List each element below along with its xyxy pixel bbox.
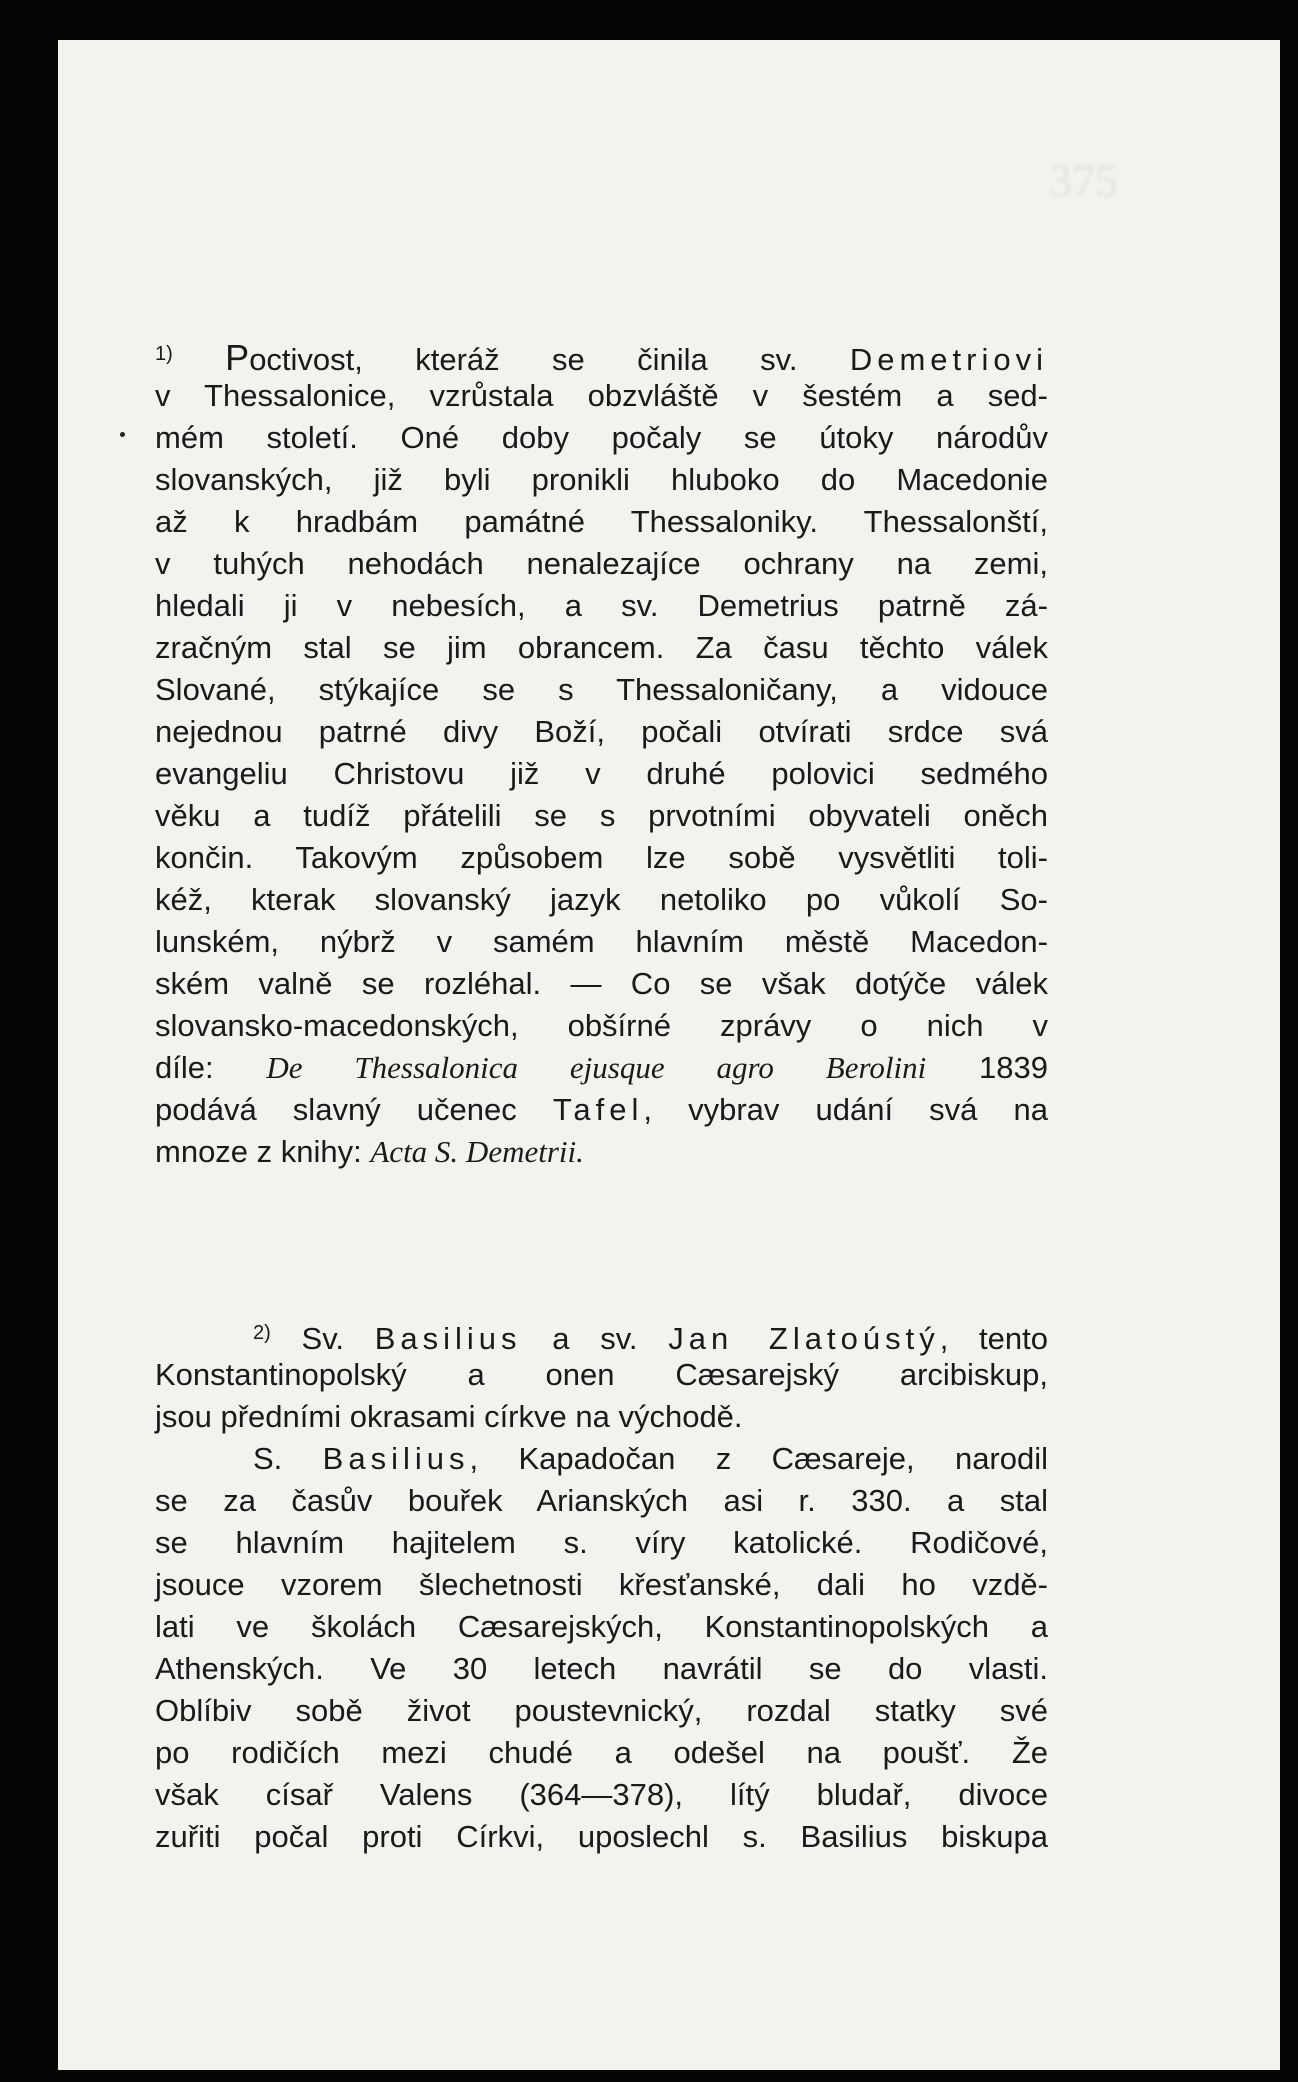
emphasized-name: Demetriovi (849, 342, 1048, 377)
text-line: díle: De Thessalonica ejusque agro Berolini 1839 (155, 1050, 1048, 1085)
bleed-through-text (188, 155, 1128, 206)
text-line: v tuhých nehodách nenalezajíce ochrany na zemi, (155, 546, 1048, 581)
text-line: kéž, kterak slovanský jazyk netoliko po vůkolí So- (155, 882, 1048, 917)
text-line: končin. Takovým způsobem lze sobě vysvětliti toli- (155, 840, 1048, 875)
book-page (58, 40, 1280, 2070)
text-line: S. Basilius, Kapadočan z Cæsareje, narodil (253, 1441, 1049, 1476)
text-line: zuřiti počal proti Církvi, uposlechl s. Basilius biskupa (155, 1819, 1048, 1854)
text-line: jsou předními okrasami církve na východě. (155, 1399, 743, 1434)
text-line: hledali ji v nebesích, a sv. Demetrius patrně zá- (155, 588, 1048, 623)
text-line: slovanských, již byli pronikli hluboko do Macedonie (155, 462, 1048, 497)
text-line: až k hradbám památné Thessaloniky. Thessalonští, (155, 504, 1048, 539)
footnote-1 (155, 333, 1048, 1173)
text-line: Oblíbiv sobě život poustevnický, rozdal statky své (155, 1693, 1048, 1728)
book-title: Acta S. Demetrii. (370, 1134, 584, 1169)
text-line: v Thessalonice, vzrůstala obzvláště v šestém a sed- (155, 378, 1048, 413)
text-line: se za časův bouřek Arianských asi r. 330. a stal (155, 1483, 1048, 1518)
emphasized-name: Tafel (552, 1092, 644, 1127)
margin-speck (120, 432, 125, 437)
text-line: $^{2)}$ Sv. Basilius a sv. Jan Zlatoústý, tento (253, 1321, 1048, 1356)
text-line: Konstantinopolský a onen Cæsarejský arcibiskup, (155, 1357, 1048, 1392)
text-line: lunském, nýbrž v samém hlavním městě Macedon- (155, 924, 1048, 959)
text-line: mnoze z knihy: Acta S. Demetrii. (155, 1134, 584, 1169)
text-line: evangeliu Christovu již v druhé polovici sedmého (155, 756, 1048, 791)
text-line: lati ve školách Cæsarejských, Konstantinopolských a (155, 1609, 1048, 1644)
text-line: po rodičích mezi chudé a odešel na poušť. Že (155, 1735, 1048, 1770)
bleed-page-number: 375 (1049, 155, 1118, 206)
text-line: slovansko-macedonských, obšírné zprávy o nich v (155, 1008, 1048, 1043)
text-line: ském valně se rozléhal. — Co se však dotýče válek (155, 966, 1048, 1001)
text-line: věku a tudíž přátelili se s prvotními obyvateli oněch (155, 798, 1048, 833)
footnote-marker: 2) (253, 1322, 271, 1344)
emphasized-name: Jan Zlatoústý (668, 1321, 940, 1356)
emphasized-name: Basilius (322, 1441, 470, 1476)
text-line: jsouce vzorem šlechetnosti křesťanské, dali ho vzdě- (155, 1567, 1048, 1602)
text-line: nejednou patrné divy Boží, počali otvírati srdce svá (155, 714, 1048, 749)
text-line: se hlavním hajitelem s. víry katolické. Rodičové, (155, 1525, 1048, 1560)
text-line: mém století. Oné doby počaly se útoky národův (155, 420, 1048, 455)
text-line: zračným stal se jim obrancem. Za času těchto válek (155, 630, 1048, 665)
emphasized-name: Basilius (374, 1321, 522, 1356)
text-line: podává slavný učenec Tafel, vybrav udání svá na (155, 1092, 1049, 1127)
text-line: Slované, stýkajíce se s Thessaloničany, a vidouce (155, 672, 1048, 707)
footnote-marker: 1) (155, 343, 173, 365)
footnote-2 (155, 1312, 1048, 1858)
text-line: však císař Valens (364—378), lítý bludař, divoce (155, 1777, 1048, 1812)
text-line: $^{1)}$ Poctivost, kteráž se činila sv. Demetriovi (155, 337, 1048, 378)
text-line: Athenských. Ve 30 letech navrátil se do vlasti. (155, 1651, 1048, 1686)
book-title: De Thessalonica ejusque agro Berolini (266, 1050, 927, 1085)
